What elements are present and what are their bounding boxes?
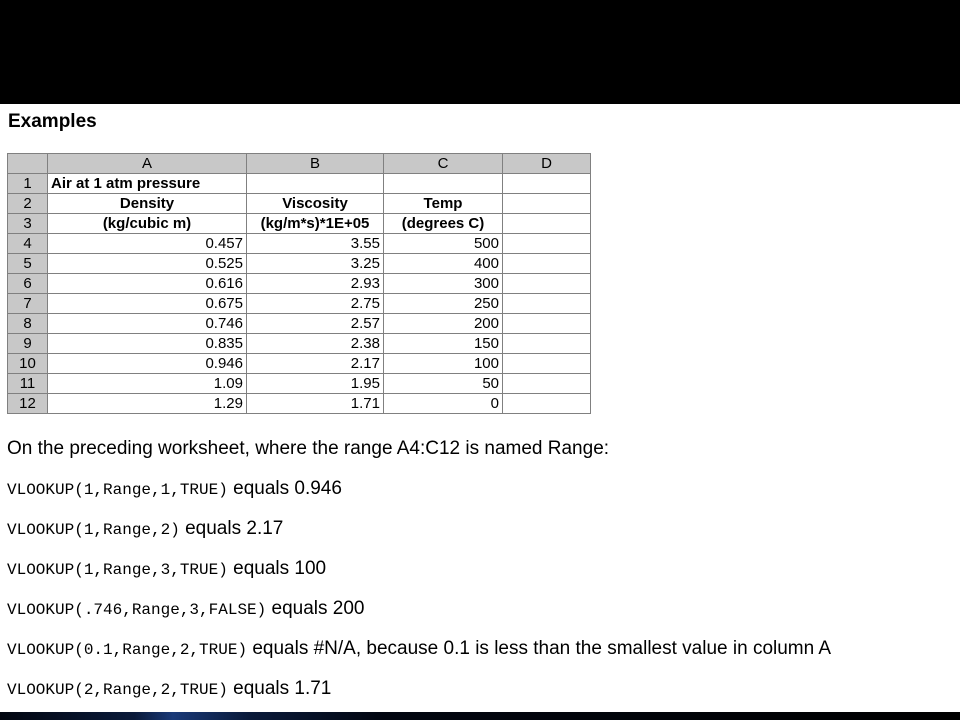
column-header-d[interactable]: D <box>503 154 591 174</box>
cell[interactable]: 1.29 <box>48 394 247 414</box>
cell[interactable] <box>503 374 591 394</box>
row-header[interactable]: 3 <box>8 214 48 234</box>
column-header-c[interactable]: C <box>384 154 503 174</box>
cell[interactable]: 0.457 <box>48 234 247 254</box>
row-header[interactable]: 1 <box>8 174 48 194</box>
formula-result: equals 0.946 <box>227 478 342 499</box>
cell[interactable]: 2.17 <box>247 354 384 374</box>
table-row <box>8 214 591 234</box>
formula-code: VLOOKUP(1,Range,2) <box>7 521 180 539</box>
cell[interactable] <box>503 334 591 354</box>
formula-code: VLOOKUP(2,Range,2,TRUE) <box>7 681 228 699</box>
cell[interactable] <box>503 214 591 234</box>
cell[interactable]: 500 <box>384 234 503 254</box>
formula-code: VLOOKUP(0.1,Range,2,TRUE) <box>7 641 248 659</box>
cell[interactable]: 0.746 <box>48 314 247 334</box>
formula-result: equals 1.71 <box>227 678 332 699</box>
cell[interactable] <box>503 314 591 334</box>
row-header[interactable]: 2 <box>8 194 48 214</box>
table-row <box>8 234 591 254</box>
example-line <box>7 638 831 660</box>
cell[interactable]: 0.675 <box>48 294 247 314</box>
examples-heading: Examples <box>8 111 97 132</box>
range-description: On the preceding worksheet, where the range A4:C12 is named Range: <box>7 438 610 459</box>
cell[interactable]: 0 <box>384 394 503 414</box>
cell[interactable]: 150 <box>384 334 503 354</box>
cell[interactable]: 250 <box>384 294 503 314</box>
row-header[interactable]: 12 <box>8 394 48 414</box>
cell[interactable]: 0.835 <box>48 334 247 354</box>
table-row <box>8 294 591 314</box>
cell[interactable] <box>503 254 591 274</box>
cell[interactable]: 0.616 <box>48 274 247 294</box>
cell[interactable]: 100 <box>384 354 503 374</box>
example-line <box>7 678 331 700</box>
cell[interactable]: 3.25 <box>247 254 384 274</box>
cell[interactable]: 2.93 <box>247 274 384 294</box>
row-header[interactable]: 11 <box>8 374 48 394</box>
table-row <box>8 334 591 354</box>
cell[interactable]: Air at 1 atm pressure <box>48 174 247 194</box>
cell[interactable] <box>503 354 591 374</box>
cell[interactable] <box>503 394 591 414</box>
cell[interactable]: (kg/m*s)*1E+05 <box>247 214 384 234</box>
cell[interactable]: (degrees C) <box>384 214 503 234</box>
cell[interactable] <box>503 294 591 314</box>
row-header[interactable]: 6 <box>8 274 48 294</box>
table-row <box>8 274 591 294</box>
corner-header[interactable] <box>8 154 48 174</box>
cell[interactable]: 1.95 <box>247 374 384 394</box>
spreadsheet-table <box>7 153 591 414</box>
column-header-row <box>8 154 591 174</box>
column-header-b[interactable]: B <box>247 154 384 174</box>
cell[interactable]: 3.55 <box>247 234 384 254</box>
formula-code: VLOOKUP(1,Range,1,TRUE) <box>7 481 228 499</box>
cell[interactable]: 2.57 <box>247 314 384 334</box>
row-header[interactable]: 7 <box>8 294 48 314</box>
formula-code: VLOOKUP(.746,Range,3,FALSE) <box>7 601 267 619</box>
table-row <box>8 374 591 394</box>
cell[interactable]: 2.75 <box>247 294 384 314</box>
example-line <box>7 558 326 580</box>
row-header[interactable]: 8 <box>8 314 48 334</box>
cell[interactable]: 0.946 <box>48 354 247 374</box>
table-row <box>8 174 591 194</box>
bottom-band <box>0 712 960 720</box>
cell[interactable]: 200 <box>384 314 503 334</box>
cell[interactable] <box>503 194 591 214</box>
row-header[interactable]: 4 <box>8 234 48 254</box>
cell[interactable]: 300 <box>384 274 503 294</box>
row-header[interactable]: 9 <box>8 334 48 354</box>
cell[interactable]: Viscosity <box>247 194 384 214</box>
cell[interactable]: (kg/cubic m) <box>48 214 247 234</box>
document-content <box>0 104 960 712</box>
cell[interactable]: 1.71 <box>247 394 384 414</box>
cell[interactable]: 1.09 <box>48 374 247 394</box>
formula-result: equals 200 <box>266 598 365 619</box>
cell[interactable]: Temp <box>384 194 503 214</box>
formula-result: equals 2.17 <box>179 518 284 539</box>
top-black-band <box>0 0 960 104</box>
table-row <box>8 254 591 274</box>
cell[interactable] <box>503 174 591 194</box>
row-header[interactable]: 10 <box>8 354 48 374</box>
column-header-a[interactable]: A <box>48 154 247 174</box>
formula-result: equals #N/A, because 0.1 is less than the smallest value in column A <box>247 638 832 659</box>
cell[interactable]: 2.38 <box>247 334 384 354</box>
cell[interactable] <box>247 174 384 194</box>
table-row <box>8 394 591 414</box>
example-line <box>7 598 365 620</box>
example-line <box>7 478 342 500</box>
cell[interactable] <box>503 234 591 254</box>
cell[interactable] <box>384 174 503 194</box>
cell[interactable] <box>503 274 591 294</box>
table-row <box>8 314 591 334</box>
row-header[interactable]: 5 <box>8 254 48 274</box>
formula-result: equals 100 <box>227 558 327 579</box>
table-row <box>8 354 591 374</box>
table-row <box>8 194 591 214</box>
cell[interactable]: Density <box>48 194 247 214</box>
cell[interactable]: 50 <box>384 374 503 394</box>
formula-code: VLOOKUP(1,Range,3,TRUE) <box>7 561 228 579</box>
cell[interactable]: 400 <box>384 254 503 274</box>
cell[interactable]: 0.525 <box>48 254 247 274</box>
example-line <box>7 518 283 540</box>
